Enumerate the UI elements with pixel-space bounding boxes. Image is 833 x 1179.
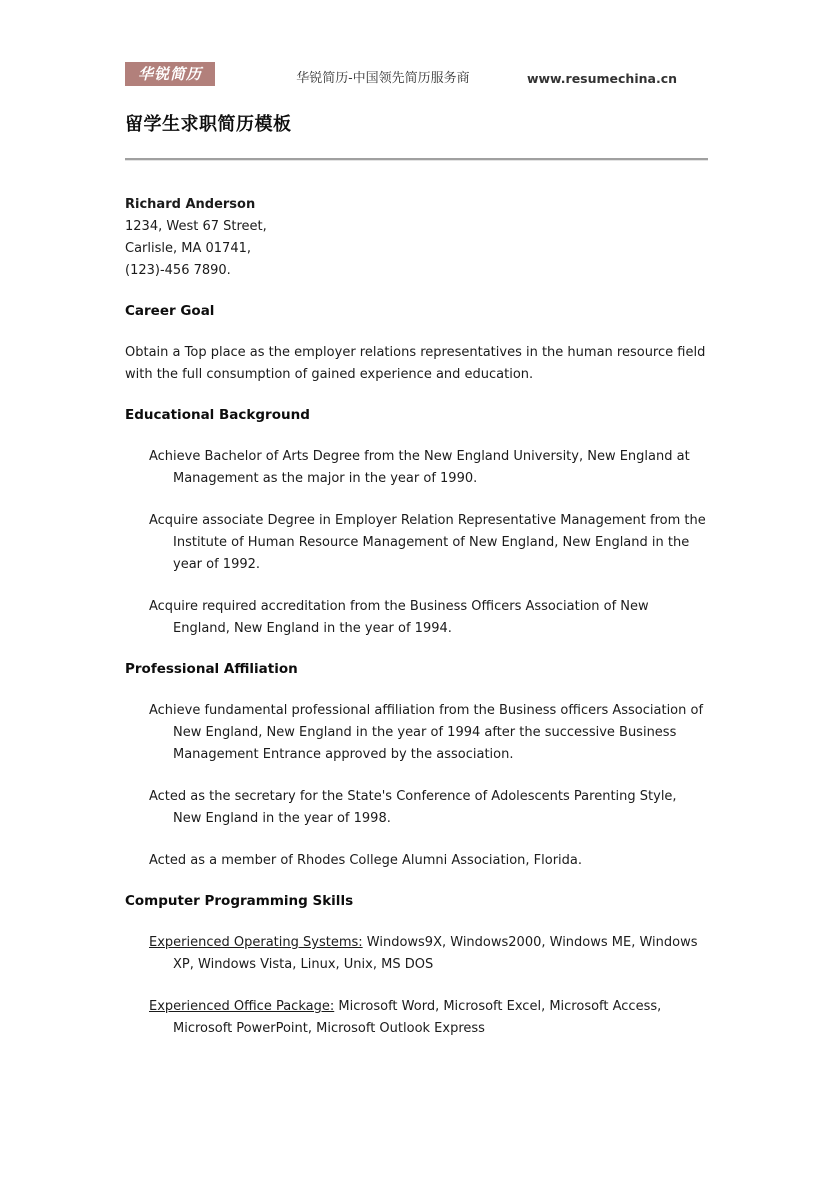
contact-name: Richard Anderson [125,197,256,212]
affiliation-item: Acted as a member of Rhodes College Alumni Association, Florida. [149,853,583,868]
section-career-goal [125,302,708,386]
contact-block [125,194,708,282]
affiliation-item: Acted as the secretary for the State's Conference of Adolescents Parenting Style, New England in the year of 1998. [149,789,677,826]
contact-phone: (123)-456 7890. [125,263,231,278]
affiliation-item: Achieve fundamental professional affiliation from the Business officers Association of New England, New England in the year of 1994 after the successive Business Management Entrance approved by the association. [149,703,704,762]
skills-item [125,932,708,976]
education-item: Achieve Bachelor of Arts Degree from the New England University, New England at Management as the major in the year of 1990. [149,449,690,486]
education-item: Acquire required accreditation from the Business Officers Association of New England, New England in the year of 1994. [149,599,649,636]
brand-logo: 华锐简历 [125,62,215,86]
contact-address-line: Carlisle, MA 01741, [125,241,251,256]
section-heading: Career Goal [125,303,215,319]
skills-item-label: Experienced Office Package: [149,999,335,1014]
divider [125,158,708,161]
skills-item-values: Microsoft Word, Microsoft Excel, Microsoft Access, Microsoft PowerPoint, Microsoft Outlook Express [173,999,662,1036]
contact-address-line: 1234, West 67 Street, [125,219,267,234]
section-heading: Educational Background [125,407,310,423]
section-educational-background [125,406,708,640]
skills-item-label: Experienced Operating Systems: [149,935,363,950]
section-professional-affiliation [125,660,708,872]
page-header [125,62,708,86]
section-heading: Professional Affiliation [125,661,298,677]
section-computer-skills [125,892,708,1040]
page-title: 留学生求职简历模板 [125,114,292,135]
skills-item [125,996,708,1040]
website-url: www.resumechina.cn [526,71,677,86]
education-item: Acquire associate Degree in Employer Relation Representative Management from the Institute of Human Resource Management of New England, New England in the year of 1992. [149,513,706,572]
paragraph: Obtain a Top place as the employer relations representatives in the human resource field with the full consumption of gained experience and education. [125,345,706,382]
section-heading: Computer Programming Skills [125,893,354,909]
brand-tagline: 华锐简历-中国领先简历服务商 [296,71,470,86]
resume-page [125,0,708,1060]
skills-item-values: Windows9X, Windows2000, Windows ME, Windows XP, Windows Vista, Linux, Unix, MS DOS [173,935,698,972]
